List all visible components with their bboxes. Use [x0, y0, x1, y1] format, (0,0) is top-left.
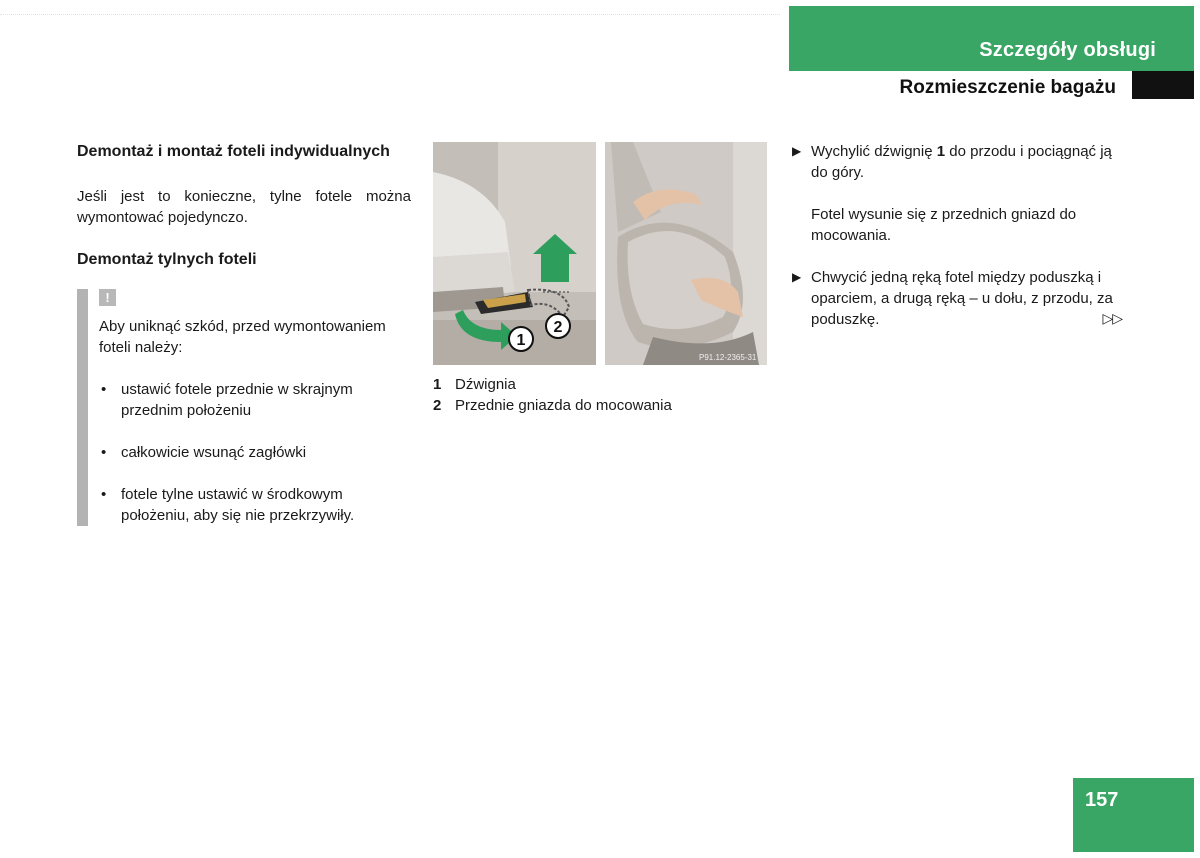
- heading-rear-removal: Demontaż tylnych foteli: [77, 251, 257, 268]
- seat-photo: [605, 142, 767, 365]
- caption-row: [433, 395, 773, 416]
- bullet-icon: •: [101, 486, 107, 503]
- lever-photo: [433, 142, 596, 365]
- left-column: [77, 140, 411, 526]
- continued-icon: ▷▷: [1102, 310, 1122, 326]
- page-number: 157: [1085, 789, 1119, 811]
- bullet-icon: •: [101, 381, 107, 398]
- warning-icon: !: [99, 289, 116, 306]
- caption-text: Przednie gniazda do mocowania: [455, 397, 672, 414]
- top-dotted-rule: [0, 14, 780, 15]
- warning-list: [99, 379, 411, 526]
- right-column: [792, 141, 1122, 330]
- instruction-note: Fotel wysunie się z przednich gniazd do mocowania.: [811, 206, 1077, 244]
- list-item: • całkowicie wsunąć zagłówki: [101, 444, 307, 461]
- page-number-box: [1073, 778, 1194, 852]
- list-item: • ustawić fotele przednie w skrajnym przednim położeniu: [101, 381, 353, 419]
- caption-text: Dźwignia: [455, 376, 516, 393]
- caption-number: 2: [433, 397, 442, 414]
- warning-bar: [77, 289, 88, 526]
- step-arrow-icon: ▶: [792, 270, 802, 284]
- seat-removal-figure: [433, 142, 767, 365]
- caption-number: 1: [433, 376, 442, 393]
- heading-removal-install: Demontaż i montaż foteli indywidualnych: [77, 143, 390, 160]
- step-arrow-icon: ▶: [792, 144, 802, 158]
- svg-text:2: 2: [553, 319, 563, 336]
- list-item: • fotele tylne ustawić w środkowym położeniu, aby się nie przekrzywiły.: [101, 486, 355, 524]
- instruction-step-2: ▶ Chwycić jedną ręką fotel między poduszką i oparciem, a drugą ręką – u dołu, z przodu, za poduszkę. ▷▷: [792, 269, 1122, 328]
- svg-text:1: 1: [516, 332, 526, 349]
- subsection-header: [789, 71, 1194, 101]
- intro-paragraph: Jeśli jest to konieczne, tylne fotele można wymontować pojedynczo.: [77, 188, 411, 226]
- bullet-icon: •: [101, 444, 107, 461]
- section-header-bar: [789, 6, 1194, 71]
- caption-row: [433, 374, 773, 395]
- subsection-marker: [1132, 71, 1194, 99]
- section-title: Szczegóły obsługi: [979, 39, 1156, 61]
- subsection-title: Rozmieszczenie bagażu: [899, 77, 1116, 98]
- svg-text:P91.12-2365-31: P91.12-2365-31: [699, 353, 757, 362]
- warning-box: [77, 289, 411, 526]
- instruction-step-1: ▶ Wychylić dźwignię 1 do przodu i pociągnąć ją do góry.: [792, 143, 1112, 181]
- warning-intro: Aby uniknąć szkód, przed wymontowaniem foteli należy:: [99, 318, 386, 356]
- figure-caption: [433, 374, 773, 416]
